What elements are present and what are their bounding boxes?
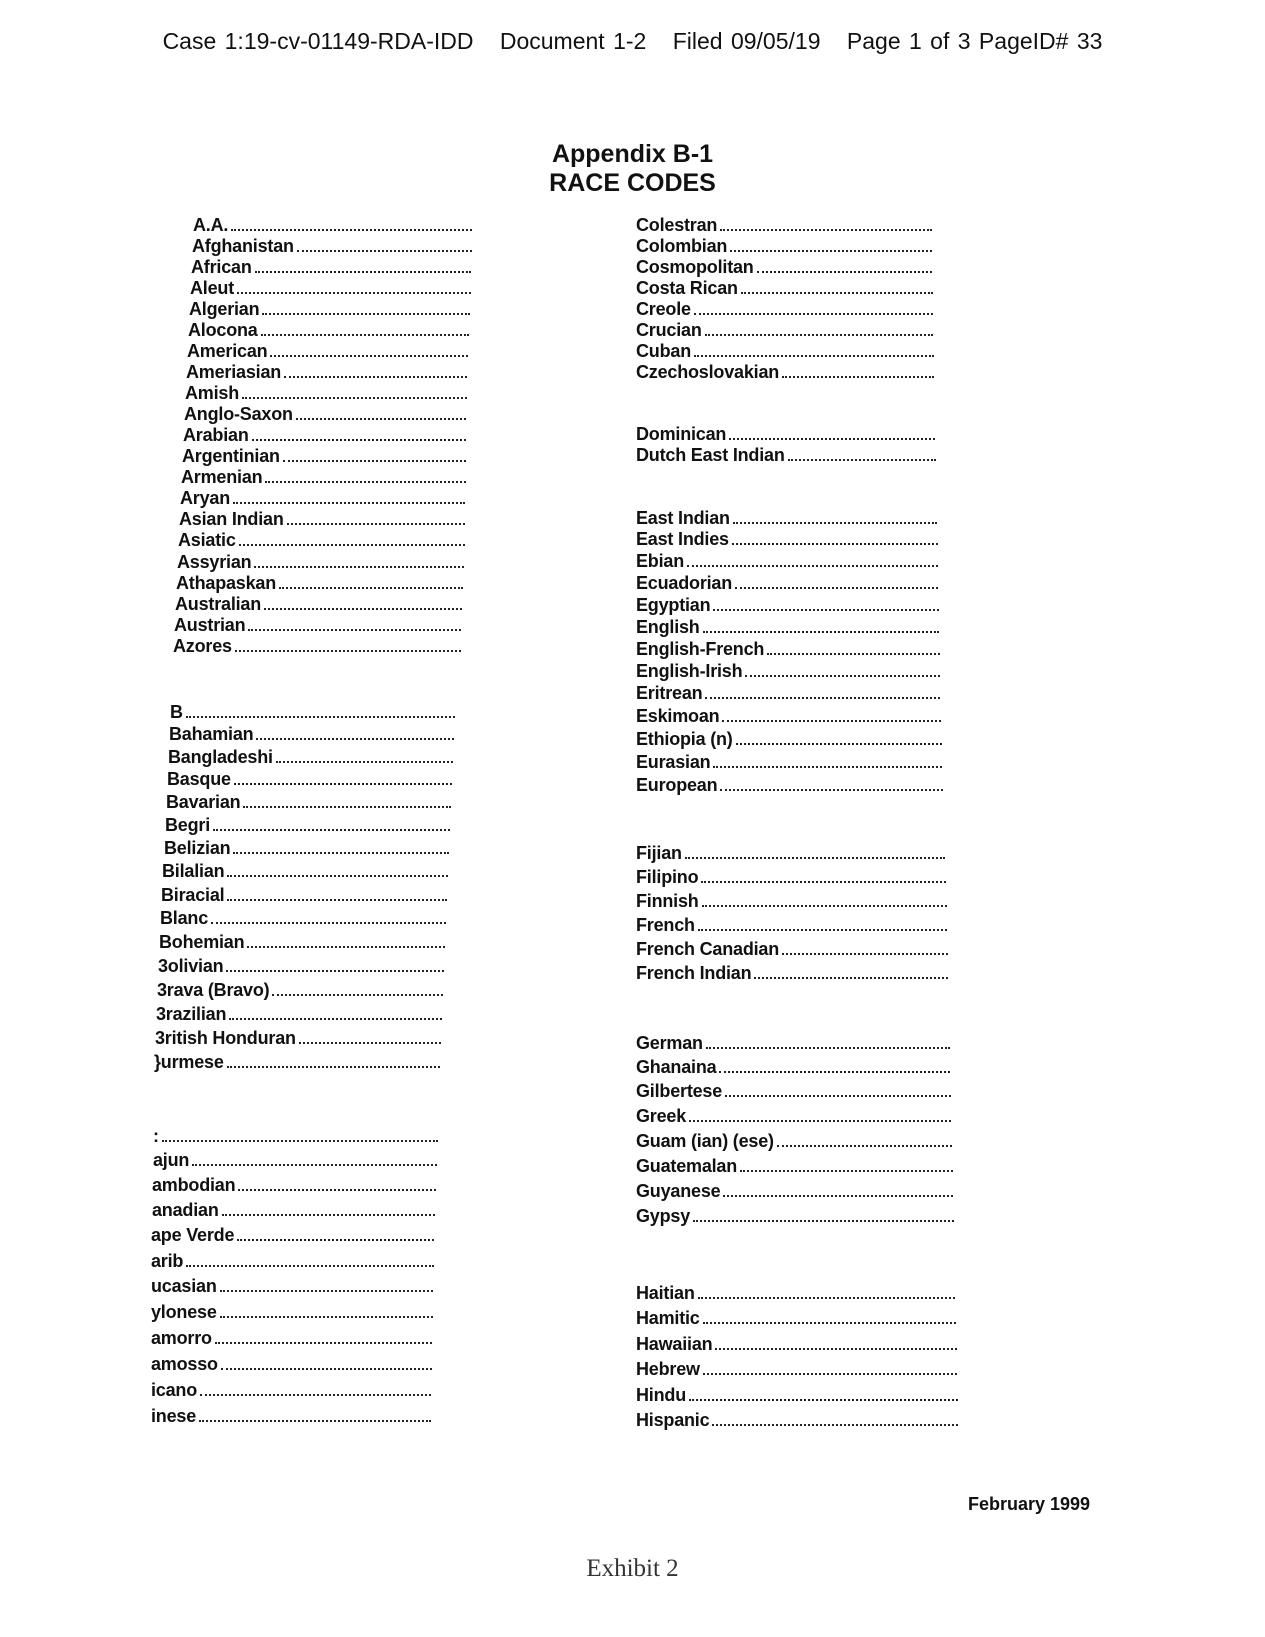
dot-leader (715, 1348, 957, 1350)
left-code-entry (152, 1199, 435, 1221)
code-label: Hamitic (636, 1308, 700, 1328)
dot-leader (705, 334, 933, 336)
dot-leader (272, 994, 443, 996)
dot-leader (284, 376, 467, 378)
dot-leader (227, 899, 447, 901)
code-label: icano (151, 1380, 198, 1400)
code-label: Armenian (181, 467, 263, 487)
dot-leader (685, 857, 945, 859)
right-code-entry (636, 572, 938, 594)
dot-leader (730, 250, 932, 252)
code-label: Gypsy (636, 1206, 691, 1226)
code-label: Anglo-Saxon (184, 404, 293, 424)
code-label: amosso (151, 1354, 218, 1374)
code-label: inese (151, 1406, 197, 1426)
dot-leader (229, 1018, 442, 1020)
left-code-entry (164, 837, 449, 859)
left-code-entry (153, 1149, 437, 1171)
code-label: Egyptian (636, 595, 711, 615)
code-label: Aryan (180, 488, 231, 508)
code-label: B (170, 702, 183, 722)
right-code-entry (636, 1080, 951, 1102)
dot-leader (279, 587, 463, 589)
code-label: Cuban (636, 341, 691, 361)
dot-leader (262, 313, 470, 315)
dot-leader (226, 970, 444, 972)
left-code-entry (151, 1250, 434, 1272)
dot-leader (211, 922, 446, 924)
code-label: Czechoslovakian (636, 362, 780, 382)
code-label: Colombian (636, 236, 728, 256)
dot-leader (687, 565, 938, 567)
exhibit-label: Exhibit 2 (586, 1555, 679, 1582)
dot-leader (270, 355, 468, 357)
right-code-entry (636, 319, 933, 341)
right-code-entry (636, 1105, 951, 1127)
dot-leader (237, 292, 471, 294)
code-label: Algerian (189, 299, 260, 319)
right-code-entry (636, 914, 947, 936)
right-code-entry (636, 774, 943, 796)
right-code-entry (636, 1130, 952, 1152)
right-code-entry (636, 1307, 956, 1329)
code-label: Hindu (636, 1385, 686, 1405)
dot-leader (694, 313, 933, 315)
right-code-entry (636, 298, 933, 320)
code-label: ucasian (151, 1276, 217, 1296)
code-label: ajun (153, 1150, 190, 1170)
dot-leader (732, 543, 938, 545)
dot-leader (255, 271, 471, 273)
dot-leader (200, 1394, 431, 1396)
code-label: European (636, 775, 718, 795)
dot-leader (706, 1047, 950, 1049)
dot-leader (252, 439, 466, 441)
right-code-entry (636, 1155, 953, 1177)
dot-leader (720, 229, 932, 231)
document-number: Document 1-2 (499, 28, 647, 54)
dot-leader (713, 766, 942, 768)
code-label: Hebrew (636, 1359, 700, 1379)
code-label: Australian (175, 594, 262, 614)
code-label: Ameriasian (186, 362, 282, 382)
dot-leader (239, 544, 465, 546)
dot-leader (296, 418, 466, 420)
right-code-entry (636, 361, 934, 383)
right-code-entry (636, 1205, 954, 1227)
right-code-entry (636, 866, 946, 888)
left-code-entry (154, 1051, 440, 1073)
dot-leader (736, 743, 942, 745)
dot-leader (227, 1066, 440, 1068)
code-label: Biracial (161, 885, 225, 905)
left-code-entry (151, 1405, 431, 1427)
right-code-entry (636, 962, 948, 984)
left-code-entry (151, 1327, 432, 1349)
dot-leader (689, 1120, 951, 1122)
right-code-entry (636, 1056, 950, 1078)
code-label: Afghanistan (192, 236, 294, 256)
dot-leader (233, 852, 449, 854)
right-code-entry (636, 890, 947, 912)
code-label: Dominican (636, 424, 727, 444)
code-label: Blanc (160, 908, 209, 928)
code-label: Eurasian (636, 752, 711, 772)
dot-leader (234, 783, 452, 785)
left-code-entry (180, 487, 465, 509)
dot-leader (713, 609, 939, 611)
code-label: Bahamian (169, 724, 254, 744)
code-label: American (187, 341, 268, 361)
code-label: anadian (152, 1200, 219, 1220)
right-code-entry (636, 423, 935, 445)
code-label: 3ritish Honduran (155, 1028, 296, 1048)
code-label: 3razilian (156, 1004, 227, 1024)
left-code-entry (169, 723, 454, 745)
dot-leader (235, 650, 461, 652)
code-label: ylonese (151, 1302, 217, 1322)
code-label: Austrian (174, 615, 246, 635)
code-label: Bangladeshi (168, 747, 273, 767)
dot-leader (256, 738, 454, 740)
dot-leader (186, 1265, 434, 1267)
code-label: Cosmopolitan (636, 257, 754, 277)
code-label: Greek (636, 1106, 687, 1126)
dot-leader (186, 716, 455, 718)
right-code-entry (636, 594, 939, 616)
left-code-entry (170, 701, 455, 723)
dot-leader (782, 376, 934, 378)
code-label: Filipino (636, 867, 699, 887)
code-label: Bavarian (166, 792, 241, 812)
page-info: Page 1 of 3 PageID# 33 (846, 28, 1103, 54)
dot-leader (215, 1342, 432, 1344)
dot-leader (233, 502, 465, 504)
code-label: Azores (173, 636, 232, 656)
dot-leader (283, 460, 466, 462)
left-code-entry (157, 979, 443, 1001)
left-code-entry (190, 277, 471, 299)
dot-leader (242, 397, 467, 399)
right-code-entry (636, 1384, 958, 1406)
race-codes-title: RACE CODES (549, 169, 716, 197)
code-label: Alocona (188, 320, 258, 340)
left-code-entry (179, 508, 465, 530)
right-code-entry (636, 444, 936, 466)
right-code-entry (636, 1180, 953, 1202)
code-label: Ethiopia (n) (636, 729, 733, 749)
code-label: Costa Rican (636, 278, 738, 298)
dot-leader (703, 1373, 957, 1375)
left-code-entry (182, 445, 466, 467)
dot-leader (725, 1095, 951, 1097)
right-code-entry (636, 638, 940, 660)
left-code-entry (166, 791, 451, 813)
dot-leader (777, 1145, 952, 1147)
dot-leader (222, 1214, 435, 1216)
left-code-entry (158, 955, 444, 977)
dot-leader (297, 250, 472, 252)
right-code-entry (636, 256, 932, 278)
dot-leader (703, 1322, 956, 1324)
left-code-entry (156, 1003, 442, 1025)
code-label: English (636, 617, 700, 637)
left-code-entry (187, 340, 468, 362)
dot-leader (221, 1368, 432, 1370)
left-code-entry (184, 403, 466, 425)
dot-leader (719, 1071, 950, 1073)
code-label: French (636, 915, 695, 935)
dot-leader (247, 946, 445, 948)
code-label: Guam (ian) (ese) (636, 1131, 774, 1151)
code-label: Asian Indian (179, 509, 284, 529)
code-label: Haitian (636, 1283, 695, 1303)
right-code-entry (636, 277, 933, 299)
dot-leader (248, 629, 461, 631)
code-label: Dutch East Indian (636, 445, 785, 465)
dot-leader (782, 953, 948, 955)
left-code-entry (177, 551, 464, 573)
left-code-entry (151, 1379, 431, 1401)
left-code-entry (159, 931, 445, 953)
dot-leader (231, 229, 472, 231)
code-label: }urmese (154, 1052, 224, 1072)
code-label: Ecuadorian (636, 573, 733, 593)
left-code-entry (188, 319, 469, 341)
dot-leader (729, 438, 935, 440)
dot-leader (261, 334, 469, 336)
dot-leader (287, 523, 465, 525)
dot-leader (723, 1195, 953, 1197)
dot-leader (698, 929, 947, 931)
right-code-entry (636, 528, 938, 550)
code-label: amorro (151, 1328, 212, 1348)
right-code-entry (636, 507, 937, 529)
left-code-entry (173, 635, 461, 657)
left-code-entry (181, 466, 466, 488)
code-label: Colestran (636, 215, 718, 235)
dot-leader (299, 1042, 441, 1044)
right-code-entry (636, 1333, 957, 1355)
code-label: East Indian (636, 508, 730, 528)
code-label: A.A. (193, 215, 229, 235)
dot-leader (720, 789, 943, 791)
code-label: Finnish (636, 891, 699, 911)
code-label: Hispanic (636, 1410, 710, 1430)
code-label: Hawaiian (636, 1334, 713, 1354)
dot-leader (162, 1140, 438, 1142)
code-label: Amish (185, 383, 240, 403)
left-code-entry (192, 235, 472, 257)
dot-leader (227, 875, 448, 877)
code-label: Eskimoan (636, 706, 720, 726)
dot-leader (220, 1290, 433, 1292)
case-header (0, 28, 1265, 55)
dot-leader (741, 292, 933, 294)
dot-leader (220, 1316, 433, 1318)
code-label: English-Irish (636, 661, 743, 681)
left-code-entry (152, 1174, 436, 1196)
left-code-entry (161, 884, 447, 906)
right-code-entry (636, 728, 942, 750)
left-code-entry (155, 1027, 441, 1049)
code-label: Bilalian (162, 861, 225, 881)
dot-leader (237, 1239, 434, 1241)
dot-leader (254, 566, 464, 568)
code-label: Asiatic (178, 530, 236, 550)
dot-leader (199, 1420, 431, 1422)
footer-date: February 1999 (968, 1494, 1091, 1514)
left-code-entry (185, 382, 467, 404)
code-label: German (636, 1033, 703, 1053)
appendix-title: Appendix B-1 (551, 140, 714, 168)
code-label: French Indian (636, 963, 752, 983)
code-label: Athapaskan (176, 573, 277, 593)
code-label: Bohemian (159, 932, 245, 952)
dot-leader (192, 1164, 437, 1166)
dot-leader (702, 905, 947, 907)
right-code-entry (636, 214, 932, 236)
code-label: ape Verde (151, 1225, 235, 1245)
left-code-entry (183, 424, 466, 446)
right-code-entry (636, 616, 939, 638)
left-code-entry (178, 529, 465, 551)
left-code-entry (168, 746, 453, 768)
code-label: Aleut (190, 278, 235, 298)
code-label: Arabian (183, 425, 249, 445)
left-code-entry (193, 214, 472, 236)
case-number: Case 1:19-cv-01149-RDA-IDD (162, 28, 474, 54)
code-label: Belizian (164, 838, 231, 858)
left-code-entry (176, 572, 463, 594)
dot-leader (722, 720, 941, 722)
left-code-entry (189, 298, 470, 320)
code-label: Assyrian (177, 552, 252, 572)
left-code-entry (165, 814, 450, 836)
code-label: Eritrean (636, 683, 703, 703)
code-label: arib (151, 1251, 184, 1271)
code-label: Begri (165, 815, 211, 835)
page-title (0, 140, 1265, 198)
code-label: English-French (636, 639, 765, 659)
left-code-entry (153, 1125, 438, 1147)
code-label: ambodian (152, 1175, 236, 1195)
dot-leader (698, 1297, 955, 1299)
left-code-entry (151, 1224, 434, 1246)
dot-leader (733, 522, 937, 524)
dot-leader (703, 631, 939, 633)
right-code-entry (636, 751, 942, 773)
dot-leader (740, 1170, 953, 1172)
left-code-entry (167, 768, 452, 790)
dot-leader (265, 481, 466, 483)
code-label: Crucian (636, 320, 702, 340)
right-code-entry (636, 1409, 958, 1431)
dot-leader (757, 271, 932, 273)
dot-leader (754, 977, 948, 979)
code-label: Guatemalan (636, 1156, 738, 1176)
code-label: Basque (167, 769, 231, 789)
code-label: East Indies (636, 529, 729, 549)
code-label: Argentinian (182, 446, 280, 466)
dot-leader (705, 697, 940, 699)
code-label: Fijian (636, 843, 682, 863)
dot-leader (735, 587, 938, 589)
dot-leader (238, 1189, 436, 1191)
left-code-entry (151, 1353, 432, 1375)
code-label: French Canadian (636, 939, 780, 959)
right-code-entry (636, 938, 948, 960)
dot-leader (788, 459, 936, 461)
right-code-entry (636, 340, 934, 362)
left-code-entry (191, 256, 471, 278)
dot-leader (276, 761, 453, 763)
right-code-entry (636, 660, 940, 682)
code-label: : (153, 1126, 159, 1146)
dot-leader (264, 608, 462, 610)
code-label: Gilbertese (636, 1081, 723, 1101)
dot-leader (767, 653, 940, 655)
code-label: 3rava (Bravo) (157, 980, 270, 1000)
right-code-entry (636, 1282, 955, 1304)
left-code-entry (160, 907, 446, 929)
right-code-entry (636, 1032, 950, 1054)
left-code-entry (175, 593, 462, 615)
left-code-entry (151, 1301, 433, 1323)
code-label: Ghanaina (636, 1057, 717, 1077)
left-code-entry (174, 614, 461, 636)
code-label: Ebian (636, 551, 685, 571)
code-label: 3olivian (158, 956, 224, 976)
right-code-entry (636, 235, 932, 257)
dot-leader (213, 829, 450, 831)
dot-leader (243, 806, 451, 808)
filed-date: Filed 09/05/19 (672, 28, 821, 54)
dot-leader (745, 675, 940, 677)
right-code-entry (636, 842, 945, 864)
left-code-entry (186, 361, 467, 383)
dot-leader (694, 355, 934, 357)
code-label: Creole (636, 299, 691, 319)
dot-leader (693, 1220, 954, 1222)
code-label: Guyanese (636, 1181, 721, 1201)
right-code-entry (636, 1358, 957, 1380)
left-code-entry (162, 860, 448, 882)
right-code-entry (636, 682, 940, 704)
right-code-entry (636, 705, 941, 727)
dot-leader (712, 1424, 958, 1426)
right-code-entry (636, 550, 938, 572)
code-label: African (191, 257, 252, 277)
dot-leader (689, 1399, 958, 1401)
dot-leader (701, 881, 946, 883)
left-code-entry (151, 1275, 433, 1297)
